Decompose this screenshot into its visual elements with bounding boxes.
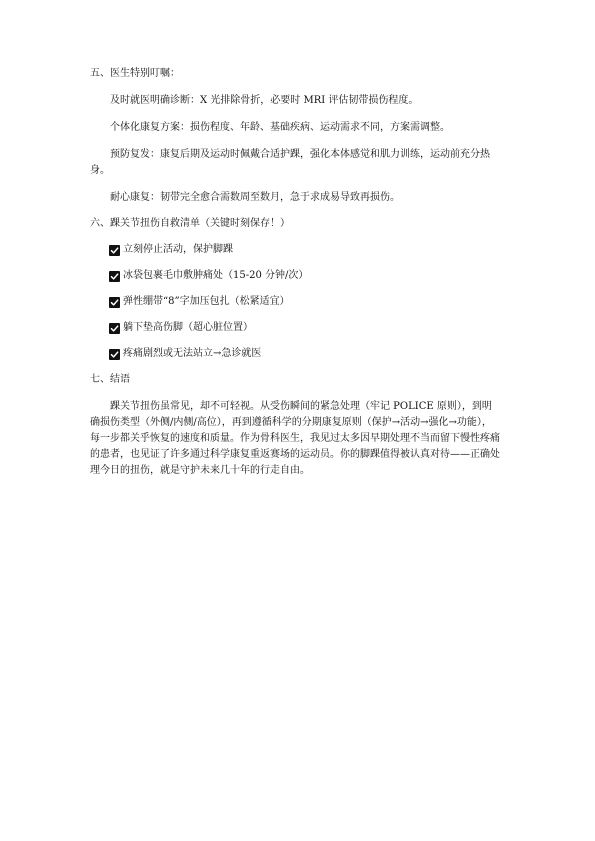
section-7-paragraph: 踝关节扭伤虽常见，却不可轻视。从受伤瞬间的紧急处理（牢记 POLICE 原则），到明确损伤类型（外侧/内侧/高位），再到遵循科学的分期康复原则（保护→活动→强化→功能），每一步都关乎恢复的速度和质量。作为骨科医生，我见过太多因早期处理不当而留下慢性疼痛的患者，也见证了许多通过科学康复重返赛场的运动员。你的脚踝值得被认真对待——正确处理今日的扭伤，就是守护未来几十年的行走自由。 xyxy=(90,401,500,476)
first-aid-checklist xyxy=(90,242,500,362)
checklist-item-text: 疼痛剧烈或无法站立→急诊就医 xyxy=(123,348,262,359)
checklist-item-text: 立刻停止活动，保护脚踝 xyxy=(123,244,233,255)
checklist-item-text: 冰袋包裹毛巾敷肿痛处（15-20 分钟/次） xyxy=(123,270,309,281)
section-5-paragraph-4: 耐心康复：韧带完全愈合需数周至数月，急于求成易导致再损伤。 xyxy=(110,192,400,203)
checkmark-icon xyxy=(109,297,120,308)
section-6-heading: 六、踝关节扭伤自救清单（关键时刻保存！） xyxy=(90,218,290,229)
section-5-heading: 五、医生特别叮嘱： xyxy=(90,68,180,79)
checkmark-icon xyxy=(109,323,120,334)
checklist-item-text: 躺下垫高伤脚（超心脏位置） xyxy=(123,322,253,333)
checklist-item xyxy=(109,242,500,258)
checklist-item xyxy=(109,294,500,310)
section-5-paragraph-1: 及时就医明确诊断：X 光排除骨折，必要时 MRI 评估韧带损伤程度。 xyxy=(110,95,419,106)
checklist-item xyxy=(109,320,500,336)
section-7-heading: 七、结语 xyxy=(90,374,130,385)
document-page xyxy=(90,66,500,479)
checkmark-icon xyxy=(109,271,120,282)
checklist-item-text: 弹性绷带“8”字加压包扎（松紧适宜） xyxy=(123,296,290,307)
section-5-paragraph-3: 预防复发：康复后期及运动时佩戴合适护踝，强化本体感觉和肌力训练，运动前充分热身。 xyxy=(90,149,490,176)
checklist-item xyxy=(109,268,500,284)
section-5-paragraph-2: 个体化康复方案：损伤程度、年龄、基础疾病、运动需求不同，方案需调整。 xyxy=(110,122,450,133)
checklist-item xyxy=(109,346,500,362)
checkmark-icon xyxy=(109,245,120,256)
checkmark-icon xyxy=(109,349,120,360)
